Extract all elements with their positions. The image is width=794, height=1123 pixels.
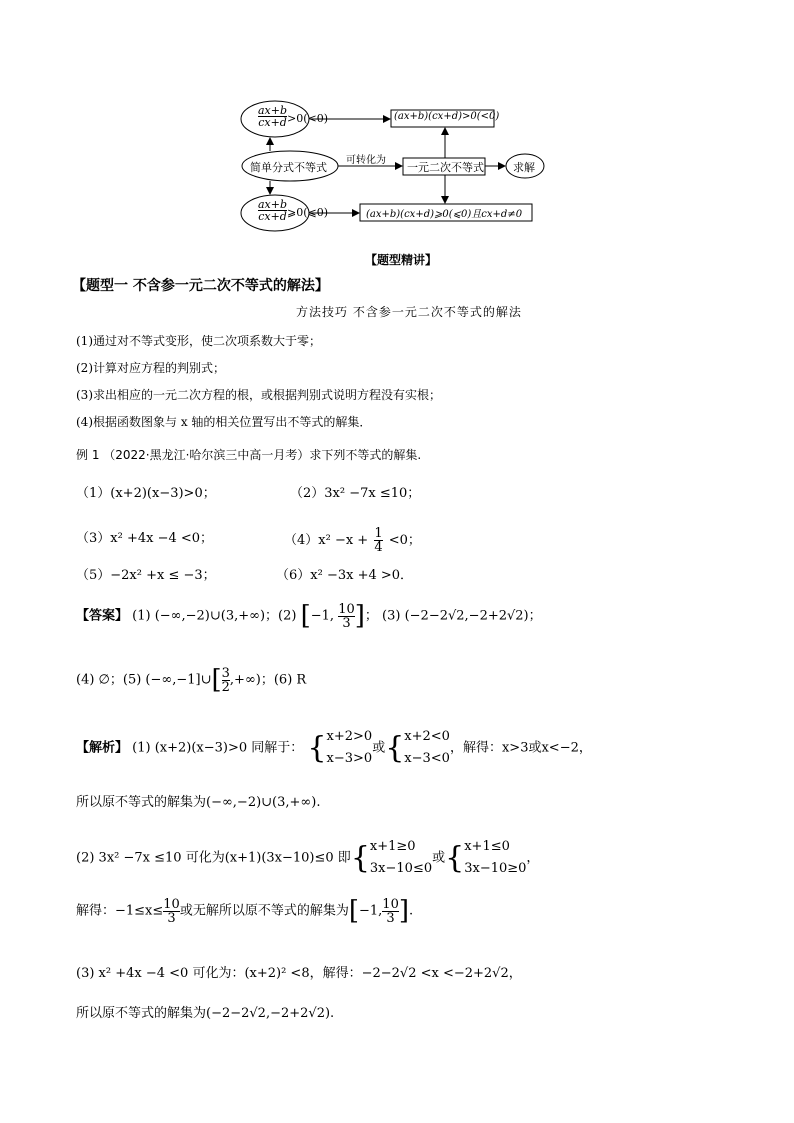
step-2: (2)计算对应方程的判别式； xyxy=(76,361,225,375)
answer-line-2 xyxy=(76,665,306,695)
analysis-4a: 解得：−1≤x≤ xyxy=(76,903,164,919)
system-2 xyxy=(404,726,450,770)
system-4-top: x+1≤0 xyxy=(464,839,510,854)
answer-2-left: −1, xyxy=(310,608,335,624)
analysis-or-2: 或 xyxy=(432,850,446,866)
center-label: 简单分式不等式 xyxy=(250,161,327,174)
frac-bottom-num: ax+b xyxy=(258,198,288,211)
analysis-4-bracket-open: [ xyxy=(348,896,359,926)
answer-line-1 xyxy=(76,601,542,631)
frac-top-rel: >0(<0) xyxy=(287,112,329,125)
answer-2-bracket-close: ] xyxy=(354,601,365,631)
solve-text: 求解 xyxy=(513,161,535,174)
system-1-top: x+2>0 xyxy=(326,729,373,744)
frac-bottom xyxy=(258,199,287,222)
method-title: 方法技巧 不含参一元二次不等式的解法 xyxy=(296,305,522,319)
answer-2-bracket-open: [ xyxy=(300,601,311,631)
analysis-4-bracket-close: ] xyxy=(398,896,409,926)
answer-3: (3) (−2−2√2,−2+2√2)； xyxy=(382,608,542,624)
answer-5-bracket-open: [ xyxy=(211,665,222,695)
system-3 xyxy=(370,836,432,880)
box-bottom-text: (ax+b)(cx+d)⩾0(⩽0)且cx+d≠0 xyxy=(366,209,523,220)
frac-top-den: cx+d xyxy=(258,116,287,129)
system-1-bottom: x−3>0 xyxy=(326,751,373,766)
step-4: (4)根据函数图象与 x 轴的相关位置写出不等式的解集． xyxy=(76,415,372,429)
analysis-4-num-1: 10 xyxy=(163,896,180,912)
type1-title: 【题型一 不含参一元二次不等式的解法】 xyxy=(72,278,329,294)
answer-5-right: ,+∞)；(6) R xyxy=(229,672,307,688)
problem-2: （2）3x² −7x ≤10； xyxy=(290,486,421,501)
section-title: 【题型精讲】 xyxy=(365,253,438,267)
analysis-line-5: (3) x² +4x −4 <0 可化为：(x+2)² <8，解得：−2−2√2 <x <−2+2√2， xyxy=(76,966,522,981)
arrow-label: 可转化为 xyxy=(346,155,386,166)
analysis-4-fraction-1 xyxy=(163,898,180,925)
example-1: 例 1 （2022·黑龙江·哈尔滨三中高一月考）求下列不等式的解集. xyxy=(76,448,422,462)
system-4-brace: { xyxy=(445,840,465,876)
box-top-text: (ax+b)(cx+d)>0(<0) xyxy=(394,111,500,122)
frac-bottom-rel: ⩾0(⩽0) xyxy=(287,206,329,219)
frac-bottom-den: cx+d xyxy=(258,210,287,223)
analysis-4-num-2: 10 xyxy=(382,896,399,912)
system-1-brace: { xyxy=(307,730,327,766)
analysis-3b: ， xyxy=(526,850,540,866)
analysis-4b: 或无解所以原不等式的解集为 xyxy=(179,903,349,919)
answer-2-fraction xyxy=(338,603,355,630)
step-3: (3)求出相应的一元二次方程的根，或根据判别式说明方程没有实根； xyxy=(76,388,442,402)
answer-5-num: 3 xyxy=(221,665,230,681)
problem-5: （5）−2x² +x ≤ −3； xyxy=(76,568,216,583)
problem-4-part-b: <0； xyxy=(388,533,421,548)
analysis-label: 【解析】 xyxy=(76,740,129,756)
answer-2-right: ； xyxy=(364,608,378,624)
analysis-3a: (2) 3x² −7x ≤10 可化为(x+1)(3x−10)≤0 即 xyxy=(76,850,351,866)
box-mid-text: 一元二次不等式 xyxy=(407,161,484,174)
system-4-bottom: 3x−10≥0 xyxy=(464,861,527,876)
analysis-or-1: 或 xyxy=(372,740,386,756)
answer-1: (1) (−∞,−2)∪(3,+∞)；(2) xyxy=(132,608,297,624)
system-3-brace: { xyxy=(350,840,370,876)
frac-top xyxy=(258,105,287,128)
analysis-4-fraction-2 xyxy=(382,898,399,925)
system-2-top: x+2<0 xyxy=(404,729,450,744)
problem-4-num: 1 xyxy=(374,526,383,541)
answer-5-fraction xyxy=(222,667,230,694)
problem-3: （3）x² +4x −4 <0； xyxy=(76,531,214,546)
analysis-4-den-2: 3 xyxy=(386,910,395,926)
analysis-1b: ，解得：x>3或x<−2， xyxy=(449,740,592,756)
system-1 xyxy=(327,726,373,770)
analysis-4d: . xyxy=(409,903,414,919)
analysis-4-den-1: 3 xyxy=(167,910,176,926)
answer-5-den: 2 xyxy=(221,679,230,695)
problem-4 xyxy=(284,527,421,554)
system-2-bottom: x−3<0 xyxy=(404,751,450,766)
analysis-1a: (1) (x+2)(x−3)>0 同解于： xyxy=(132,740,304,756)
system-2-brace: { xyxy=(385,730,405,766)
problem-6: （6）x² −3x +4 >0． xyxy=(276,568,414,583)
problem-4-part-a: （4）x² −x + xyxy=(284,533,369,548)
analysis-line-3 xyxy=(76,836,539,880)
step-1: (1)通过对不等式变形，使二次项系数大于零； xyxy=(76,334,321,348)
answer-4: (4) ∅；(5) (−∞,−1]∪ xyxy=(76,672,212,688)
problem-1: （1）(x+2)(x−3)>0； xyxy=(76,486,216,501)
analysis-4c: −1, xyxy=(359,903,383,919)
analysis-line-1 xyxy=(76,726,592,770)
flow-diagram xyxy=(240,100,560,235)
system-4 xyxy=(464,836,526,880)
frac-top-num: ax+b xyxy=(258,104,288,117)
analysis-line-4 xyxy=(76,896,413,926)
system-3-top: x+1≥0 xyxy=(369,839,416,854)
system-3-bottom: 3x−10≤0 xyxy=(369,861,433,876)
problem-4-fraction xyxy=(374,527,382,554)
problem-4-den: 4 xyxy=(374,540,383,555)
answer-2-den: 3 xyxy=(342,615,351,631)
answer-label: 【答案】 xyxy=(76,608,129,624)
answer-2-num: 10 xyxy=(338,601,355,617)
analysis-line-2: 所以原不等式的解集为(−∞,−2)∪(3,+∞). xyxy=(76,795,321,810)
analysis-line-6: 所以原不等式的解集为(−2−2√2,−2+2√2). xyxy=(76,1006,335,1021)
